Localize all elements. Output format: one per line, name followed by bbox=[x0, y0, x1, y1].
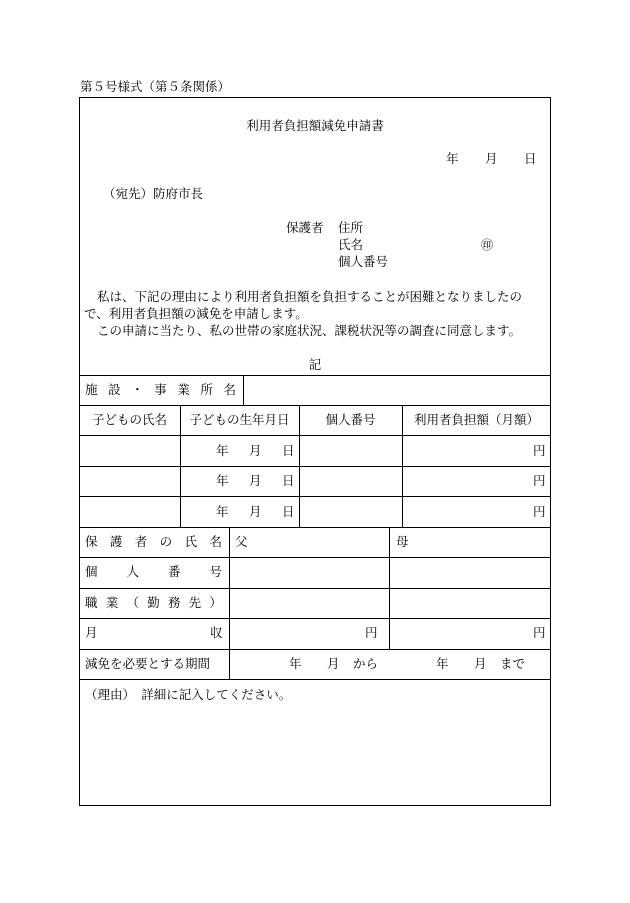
label-char: 号 bbox=[209, 564, 222, 579]
reason-label: （理由） 詳細に記入してください。 bbox=[85, 687, 292, 702]
body-line-2: で、利用者負担額の減免を申請します。 bbox=[84, 306, 308, 321]
body-line-3: この申請に当たり、私の世帯の家庭状況、課税状況等の調査に同意します。 bbox=[97, 323, 522, 338]
label-char: 番 bbox=[167, 564, 181, 579]
income-label-a: 月 bbox=[85, 625, 98, 640]
form-title: 利用者負担額減免申請書 bbox=[246, 118, 384, 133]
label-char: 業 bbox=[105, 595, 119, 610]
seal-mark: ㊞ bbox=[481, 238, 494, 252]
label-char: 護 bbox=[109, 534, 123, 549]
birth-day-label: 日 bbox=[282, 443, 295, 458]
form-number: 第５号様式（第５条関係） bbox=[80, 79, 231, 94]
birth-month-label: 月 bbox=[249, 443, 262, 458]
rule bbox=[229, 527, 230, 679]
body-line-1: 私は、下記の理由により利用者負担額を負担することが困難となりましたの bbox=[97, 289, 523, 304]
rule bbox=[79, 527, 551, 528]
mother-label: 母 bbox=[396, 534, 409, 549]
facility-label bbox=[85, 384, 236, 397]
mother-income-yen: 円 bbox=[533, 625, 546, 640]
label-char: 設 bbox=[108, 382, 121, 397]
birth-year-label: 年 bbox=[216, 443, 229, 458]
rule bbox=[79, 375, 551, 376]
label-char: 所 bbox=[200, 382, 213, 397]
address-label: 住所 bbox=[338, 220, 364, 235]
father-label: 父 bbox=[235, 534, 248, 549]
header-child-name: 子どもの氏名 bbox=[91, 412, 167, 427]
label-char: 保 bbox=[85, 534, 98, 549]
applicant-role: 保護者 bbox=[286, 220, 324, 235]
guardian-name-label bbox=[85, 536, 222, 549]
income-label-b: 収 bbox=[210, 625, 223, 640]
rule bbox=[79, 435, 551, 436]
label-char: ） bbox=[209, 595, 222, 610]
birth-year-label: 年 bbox=[216, 473, 229, 488]
birth-day-label: 日 bbox=[282, 473, 295, 488]
name-label: 氏名 bbox=[338, 237, 364, 252]
label-char: の bbox=[159, 534, 173, 549]
birth-year-label: 年 bbox=[216, 504, 229, 519]
rule bbox=[79, 466, 551, 467]
rule bbox=[243, 375, 244, 405]
rule bbox=[79, 405, 551, 406]
label-char: ・ bbox=[131, 382, 144, 397]
label-char: 氏 bbox=[184, 534, 198, 549]
label-char: 名 bbox=[209, 534, 222, 549]
label-char: 人 bbox=[126, 564, 139, 579]
birth-month-label: 月 bbox=[249, 504, 262, 519]
addressee: （宛先）防府市長 bbox=[103, 186, 204, 201]
fee-yen-label: 円 bbox=[533, 504, 546, 519]
header-id: 個人番号 bbox=[325, 412, 376, 427]
label-char: 務 bbox=[167, 595, 181, 610]
period-year2: 年 bbox=[436, 656, 449, 671]
rule bbox=[79, 618, 551, 619]
fee-yen-label: 円 bbox=[533, 443, 546, 458]
period-to: まで bbox=[500, 656, 526, 671]
period-label: 減免を必要とする期間 bbox=[85, 656, 211, 671]
rule bbox=[79, 649, 551, 650]
header-fee: 利用者負担額（月額） bbox=[413, 412, 539, 427]
label-char: 個 bbox=[85, 564, 98, 579]
birth-month-label: 月 bbox=[249, 473, 262, 488]
label-char: 施 bbox=[85, 382, 98, 397]
rule bbox=[389, 527, 390, 649]
label-char: 職 bbox=[85, 595, 98, 610]
period-month1: 月 bbox=[327, 656, 340, 671]
father-income-yen: 円 bbox=[365, 625, 378, 640]
id-label: 個人番号 bbox=[338, 254, 389, 269]
rule bbox=[79, 496, 551, 497]
guardian-id-label bbox=[85, 566, 222, 579]
fee-yen-label: 円 bbox=[533, 473, 546, 488]
label-char: 勤 bbox=[147, 595, 160, 610]
period-year1: 年 bbox=[289, 656, 302, 671]
birth-day-label: 日 bbox=[282, 504, 295, 519]
ki-label: 記 bbox=[308, 357, 322, 372]
period-from: から bbox=[353, 656, 379, 671]
label-char: （ bbox=[126, 595, 139, 610]
label-char: 者 bbox=[134, 534, 148, 549]
job-label bbox=[85, 597, 222, 610]
date-day-label: 日 bbox=[524, 151, 537, 166]
header-birthdate: 子どもの生年月日 bbox=[189, 412, 290, 427]
label-char: 事 bbox=[154, 382, 167, 397]
period-month2: 月 bbox=[474, 656, 487, 671]
date-year-label: 年 bbox=[446, 151, 459, 166]
rule bbox=[79, 557, 551, 558]
date-month-label: 月 bbox=[485, 151, 498, 166]
rule bbox=[79, 679, 551, 680]
label-char: 名 bbox=[223, 382, 236, 397]
rule bbox=[79, 588, 551, 589]
label-char: 先 bbox=[188, 595, 202, 610]
label-char: 業 bbox=[177, 382, 190, 397]
